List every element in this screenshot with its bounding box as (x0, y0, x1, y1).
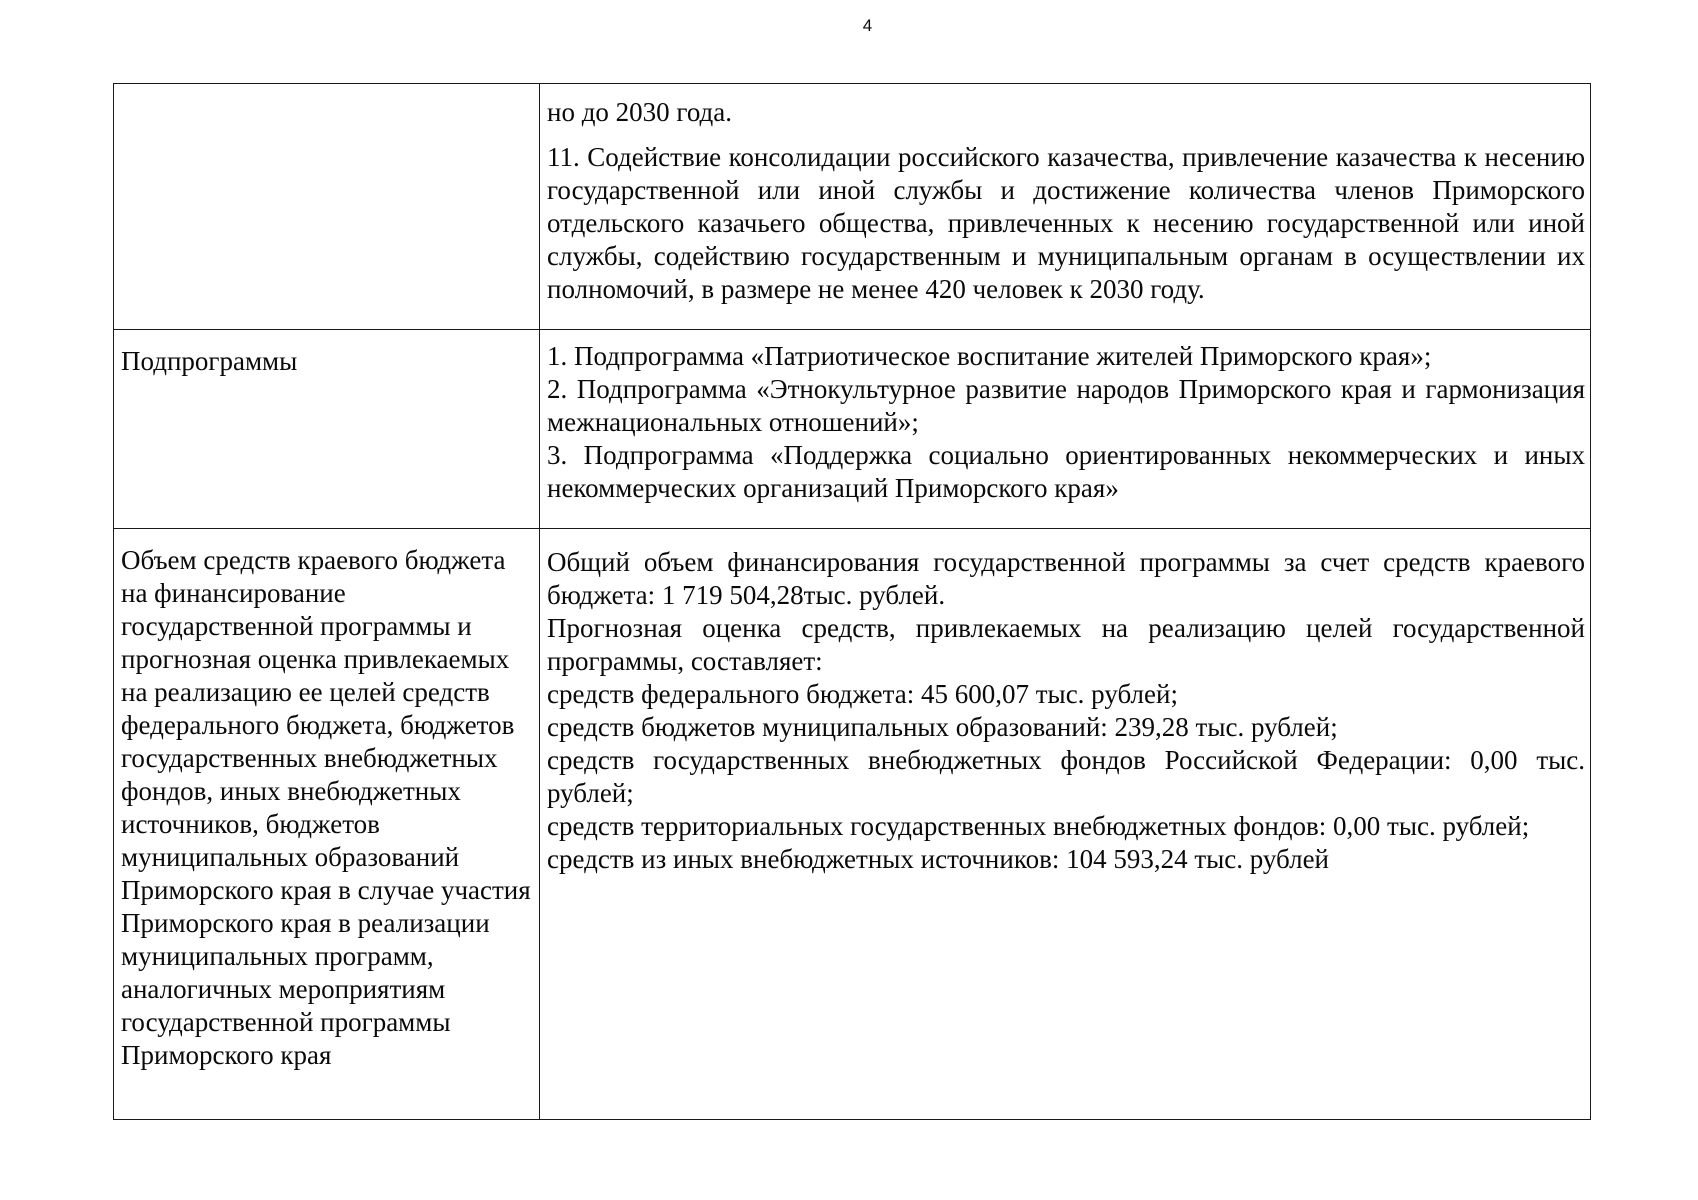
funding-line: средств федерального бюджета: 45 600,07 тыс. рублей; (547, 679, 1178, 709)
row-label-cell: Подпрограммы (114, 330, 540, 529)
funding-line: средств территориальных государственных внебюджетных фондов: 0,00 тыс. рублей; (547, 811, 1530, 841)
funding-cell (540, 529, 1591, 1120)
subprogram-item: 2. Подпрограмма «Этнокультурное развитие народов Приморского края и гармонизация межнациональных отношений»; (547, 374, 1585, 437)
subprograms-cell (540, 330, 1591, 529)
table-row (114, 330, 1591, 529)
subprogram-item: 1. Подпрограмма «Патриотическое воспитание жителей Приморского края»; (547, 341, 1432, 371)
row-label-cell (114, 84, 540, 330)
row-content-cell (540, 84, 1591, 330)
funding-line: средств бюджетов муниципальных образований: 239,28 тыс. рублей; (547, 712, 1338, 742)
subprogram-item: 3. Подпрограмма «Поддержка социально ориентированных некоммерческих и иных некоммерческих организаций Приморского края» (547, 440, 1585, 503)
goal-item-11: 11. Содействие консолидации российского казачества, привлечение казачества к несению государственной или иной службы и достижение количества членов Приморского отдельского казачьего общества, привлеченных к несению государственной или иной службы, содействию государственным и муниципальным органам в осуществлении их полномочий, в размере не менее 420 человек к 2030 году. (547, 142, 1585, 304)
page-number: 4 (862, 16, 873, 35)
text-line: но до 2030 года. (547, 97, 733, 127)
funding-line: средств государственных внебюджетных фондов Российской Федерации: 0,00 тыс. рублей; (547, 745, 1585, 808)
funding-line: Прогнозная оценка средств, привлекаемых на реализацию целей государственной программы, составляет: (547, 613, 1585, 676)
table-row (114, 529, 1591, 1120)
table-row (114, 84, 1591, 330)
funding-line: средств из иных внебюджетных источников: 104 593,24 тыс. рублей (547, 844, 1329, 874)
funding-line: Общий объем финансирования государственной программы за счет средств краевого бюджета: 1 719 504,28тыс. рублей. (547, 547, 1585, 610)
passport-table (113, 83, 1591, 1120)
row-label-cell: Объем средств краевого бюджета на финансирование государственной программы и прогнозная оценка привлекаемых на реализацию ее целей средств федерального бюджета, бюджетов государственных внебюджетных фондов, иных внебюджетных источников, бюджетов муниципальных образований Приморского края в случае участия Приморского края в реализации муниципальных программ, аналогичных мероприятиям государственной программы Приморского края (114, 529, 540, 1120)
